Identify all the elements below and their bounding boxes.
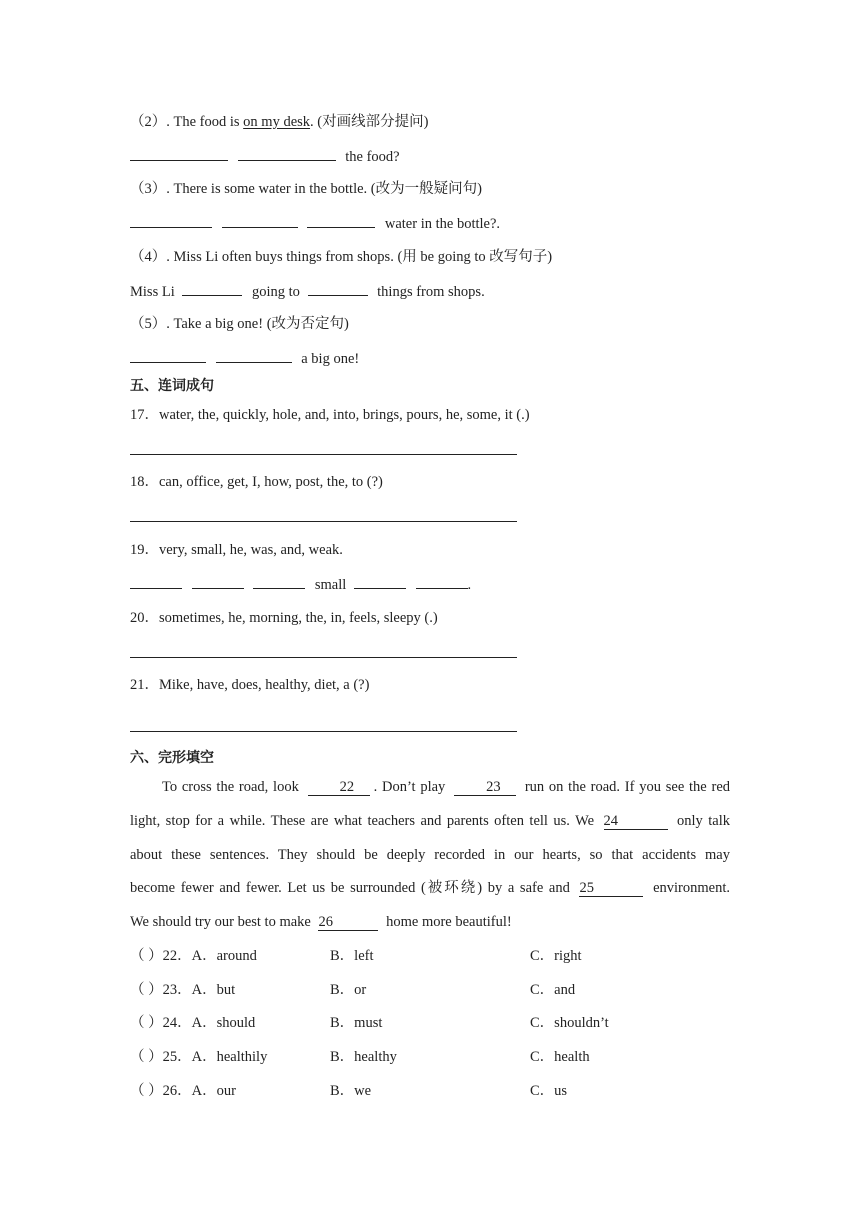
blank-23[interactable]: 23 — [454, 779, 516, 796]
question-3-text: （3）. There is some water in the bottle. (改为一般疑问句) — [130, 181, 482, 197]
passage-text: become fewer and fewer. Let us be surrounded (被环绕) by a safe and — [130, 880, 570, 896]
blank-25[interactable]: 25 — [579, 880, 643, 897]
option-a[interactable]: （ ）23．A．but — [130, 982, 236, 998]
option-a[interactable]: （ ）26．A．our — [130, 1083, 236, 1099]
answer-blank[interactable] — [130, 146, 228, 161]
answer-4-tail: things from shops. — [377, 284, 485, 300]
question-2 — [130, 112, 428, 132]
option-b[interactable]: B．must — [330, 1015, 383, 1031]
blank-24[interactable]: 24 — [604, 813, 668, 830]
answer-blank[interactable] — [222, 213, 298, 228]
answer-blank[interactable] — [130, 348, 206, 363]
answer-blank[interactable] — [130, 213, 212, 228]
option-b[interactable]: B．or — [330, 982, 367, 998]
passage-text: home more beautiful! — [386, 914, 512, 930]
passage-line-1 — [130, 777, 730, 797]
option-b[interactable]: B．healthy — [330, 1049, 397, 1065]
question-3 — [130, 179, 482, 199]
option-c[interactable]: C．and — [530, 982, 576, 998]
section-6-title: 六、完形填空 — [130, 750, 214, 766]
passage-line-3 — [130, 845, 730, 865]
answer-line-19 — [130, 574, 471, 595]
blank-26[interactable]: 26 — [318, 914, 378, 931]
answer-19-end: . — [467, 577, 472, 593]
answer-blank[interactable] — [308, 281, 368, 296]
question-17: 17．water, the, quickly, hole, and, into, brings, pours, he, some, it (.) — [130, 407, 530, 423]
passage-text: light, stop for a while. These are what teachers and parents often tell us. We — [130, 813, 595, 829]
passage-text: To cross the road, look — [162, 779, 299, 795]
passage-text: environment. — [653, 880, 730, 896]
question-5 — [130, 314, 349, 334]
question-20: 20．sometimes, he, morning, the, in, feels, sleepy (.) — [130, 610, 438, 626]
option-b[interactable]: B．we — [330, 1083, 372, 1099]
option-b[interactable]: B．left — [330, 948, 374, 964]
option-c[interactable]: C．health — [530, 1049, 590, 1065]
option-a[interactable]: （ ）24．A．should — [130, 1015, 256, 1031]
passage-text: about these sentences. They should be deeply recorded in our hearts, so that accidents may — [130, 847, 730, 863]
question-21: 21．Mike, have, does, healthy, diet, a (?) — [130, 677, 370, 693]
answer-blank[interactable] — [238, 146, 336, 161]
answer-rule-20[interactable] — [130, 657, 517, 658]
answer-4-head: Miss Li — [130, 284, 175, 300]
answer-line-5 — [130, 348, 359, 369]
blank-22[interactable]: 22 — [308, 779, 370, 796]
answer-4-mid: going to — [251, 284, 300, 300]
answer-rule-21[interactable] — [130, 731, 517, 732]
section-5-title: 五、连词成句 — [130, 378, 214, 394]
question-4 — [130, 247, 552, 267]
option-a[interactable]: （ ）22．A．around — [130, 948, 257, 964]
option-c[interactable]: C．right — [530, 948, 582, 964]
passage-line-5 — [130, 912, 730, 932]
passage-text: only talk — [677, 813, 730, 829]
question-2-prefix: （2）. The food is — [130, 114, 244, 130]
passage-line-4 — [130, 878, 730, 898]
answer-19-word: small — [314, 577, 347, 593]
passage-text: We should try our best to make — [130, 914, 311, 930]
answer-line-2 — [130, 146, 400, 167]
answer-blank[interactable] — [216, 348, 292, 363]
answer-3-tail: water in the bottle?. — [384, 216, 501, 232]
question-4-text: （4）. Miss Li often buys things from shops. (用 be going to 改写句子) — [130, 249, 553, 265]
answer-blank[interactable] — [182, 281, 242, 296]
answer-2-tail: the food? — [345, 149, 400, 165]
question-5-text: （5）. Take a big one! (改为否定句) — [130, 316, 349, 332]
answer-blank[interactable] — [354, 574, 406, 589]
option-c[interactable]: C．us — [530, 1083, 568, 1099]
question-19: 19．very, small, he, was, and, weak. — [130, 542, 343, 558]
answer-blank[interactable] — [307, 213, 375, 228]
passage-line-2 — [130, 811, 730, 831]
answer-blank[interactable] — [130, 574, 182, 589]
answer-line-4 — [130, 281, 485, 302]
option-a[interactable]: （ ）25．A．healthily — [130, 1049, 268, 1065]
option-c[interactable]: C．shouldn’t — [530, 1015, 609, 1031]
answer-rule-18[interactable] — [130, 521, 517, 522]
answer-line-3 — [130, 213, 500, 234]
passage-text: . Don’t play — [373, 779, 446, 795]
passage-text: run on the road. If you see the red — [524, 779, 731, 795]
answer-blank[interactable] — [253, 574, 305, 589]
answer-rule-17[interactable] — [130, 454, 517, 455]
answer-blank[interactable] — [192, 574, 244, 589]
question-2-underlined: on my desk — [243, 114, 311, 130]
answer-blank[interactable] — [416, 574, 468, 589]
question-2-suffix: . (对画线部分提问) — [310, 114, 429, 130]
answer-5-tail: a big one! — [301, 351, 360, 367]
question-18: 18．can, office, get, I, how, post, the, to (?) — [130, 474, 383, 490]
